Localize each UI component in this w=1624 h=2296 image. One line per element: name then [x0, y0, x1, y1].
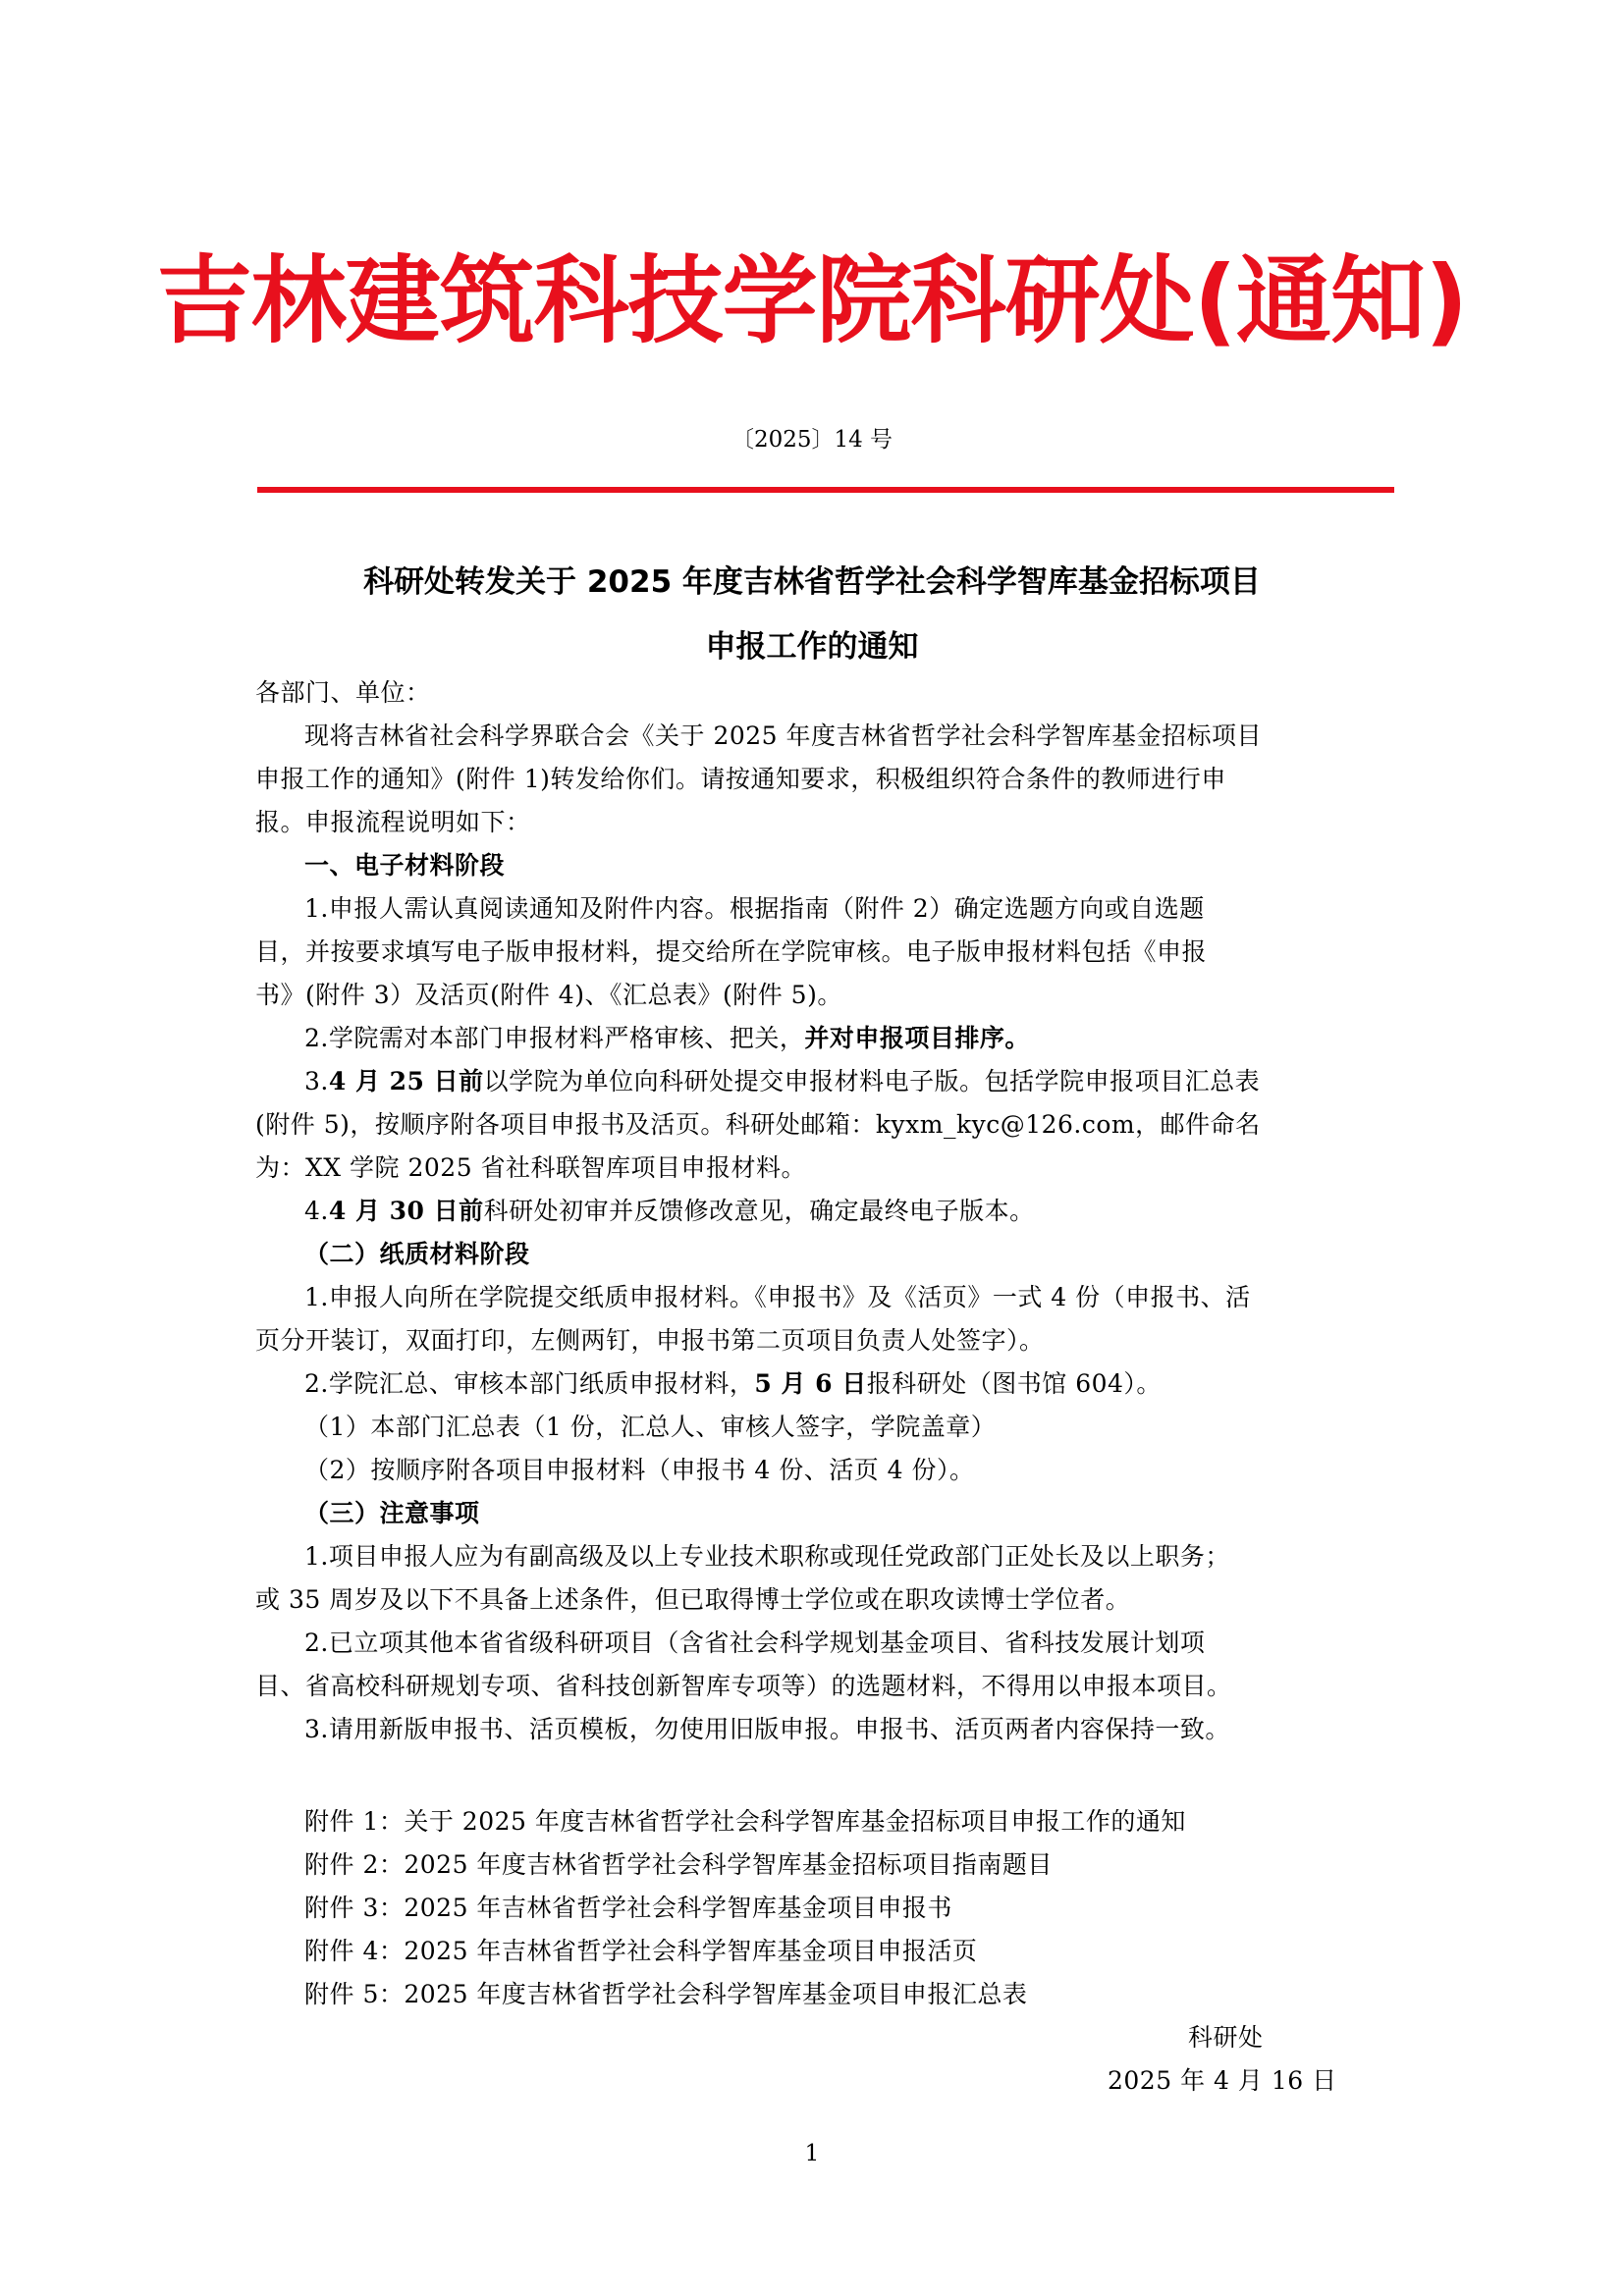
- attachment-item: 附件 1：关于 2025 年度吉林省哲学社会科学智库基金招标项目申报工作的通知: [304, 1807, 1186, 1836]
- section-heading-paper: （二）纸质材料阶段: [304, 1240, 530, 1268]
- paragraph-line: 1.申报人向所在学院提交纸质申报材料。《申报书》及《活页》一式 4 份（申报书、活: [304, 1283, 1251, 1311]
- attachment-item: 附件 2：2025 年度吉林省哲学社会科学智库基金招标项目指南题目: [304, 1850, 1053, 1879]
- deadline-date: 4 月 25 日前: [328, 1067, 484, 1095]
- paragraph-line: 3.请用新版申报书、活页模板，勿使用旧版申报。申报书、活页两者内容保持一致。: [304, 1715, 1230, 1743]
- paragraph-line: [304, 1190, 1035, 1233]
- paragraph-line: 目、省高校科研规划专项、省科技创新智库专项等）的选题材料，不得用以申报本项目。: [255, 1672, 1232, 1700]
- item-text: 2.学院汇总、审核本部门纸质申报材料，: [304, 1369, 755, 1398]
- paragraph-line: [304, 1017, 1030, 1060]
- intro-line: 申报工作的通知》(附件 1)转发给你们。请按通知要求，积极组织符合条件的教师进行申: [255, 765, 1226, 793]
- item-emphasis: 并对申报项目排序。: [804, 1024, 1030, 1052]
- paragraph-line: 2.已立项其他本省省级科研项目（含省社会科学规划基金项目、省科技发展计划项: [304, 1629, 1206, 1657]
- deadline-date: 4 月 30 日前: [328, 1197, 484, 1225]
- section-heading-notes: （三）注意事项: [304, 1499, 480, 1527]
- paragraph-line: 1.申报人需认真阅读通知及附件内容。根据指南（附件 2）确定选题方向或自选题: [304, 894, 1205, 923]
- item-text: 报科研处（图书馆 604）。: [866, 1369, 1162, 1398]
- paragraph-line: 1.项目申报人应为有副高级及以上专业技术职称或现任党政部门正处长及以上职务；: [304, 1542, 1230, 1571]
- section-heading-electronic: 一、电子材料阶段: [304, 851, 506, 880]
- paragraph-line: 为：XX 学院 2025 省社科联智库项目申报材料。: [255, 1153, 807, 1182]
- red-divider-line: [257, 487, 1394, 493]
- notice-title-line-2: 申报工作的通知: [705, 629, 919, 665]
- signature-office: 科研处: [1188, 2023, 1264, 2052]
- intro-line: 现将吉林省社会科学界联合会《关于 2025 年度吉林省哲学社会科学智库基金招标项目: [304, 721, 1263, 750]
- item-text: 科研处初审并反馈修改意见，确定最终电子版本。: [483, 1197, 1035, 1225]
- deadline-date: 5 月 6 日: [754, 1369, 867, 1398]
- item-number: 3.: [304, 1067, 329, 1095]
- paragraph-line: 或 35 周岁及以下不具备上述条件，但已取得博士学位或在职攻读博士学位者。: [255, 1585, 1131, 1614]
- notice-title-line-1: 科研处转发关于 2025 年度吉林省哲学社会科学智库基金招标项目: [363, 564, 1261, 600]
- item-text: 以学院为单位向科研处提交申报材料电子版。包括学院申报项目汇总表: [483, 1067, 1261, 1095]
- item-text: 2.学院需对本部门申报材料严格审核、把关，: [304, 1024, 805, 1052]
- attachment-item: 附件 4：2025 年吉林省哲学社会科学智库基金项目申报活页: [304, 1937, 978, 1965]
- page-number: 1: [804, 2141, 820, 2166]
- masthead-title: 吉林建筑科技学院科研处(通知): [156, 245, 1468, 356]
- paragraph-line: （2）按顺序附各项目申报材料（申报书 4 份、活页 4 份）。: [304, 1456, 975, 1484]
- item-number: 4.: [304, 1197, 329, 1225]
- attachment-item: 附件 3：2025 年吉林省哲学社会科学智库基金项目申报书: [304, 1894, 952, 1922]
- paragraph-line: 目，并按要求填写电子版申报材料，提交给所在学院审核。电子版申报材料包括《申报: [255, 937, 1208, 966]
- document-number: 〔2025〕14 号: [731, 427, 893, 453]
- intro-line: 报。申报流程说明如下：: [255, 808, 531, 836]
- paragraph-line: 页分开装订，双面打印，左侧两钉，申报书第二页项目负责人处签字）。: [255, 1326, 1045, 1355]
- paragraph-line: 书》(附件 3）及活页(附件 4)、《汇总表》(附件 5)。: [255, 981, 842, 1009]
- paragraph-line: (附件 5)，按顺序附各项目申报书及活页。科研处邮箱：kyxm_kyc@126.com，邮件命名: [255, 1110, 1261, 1139]
- paragraph-line: [304, 1060, 1260, 1103]
- paragraph-line: [304, 1362, 1162, 1406]
- signature-date: 2025 年 4 月 16 日: [1108, 2066, 1337, 2095]
- salutation: 各部门、单位：: [255, 678, 431, 707]
- paragraph-line: （1）本部门汇总表（1 份，汇总人、审核人签字，学院盖章）: [304, 1413, 997, 1441]
- attachment-item: 附件 5：2025 年度吉林省哲学社会科学智库基金项目申报汇总表: [304, 1980, 1028, 2008]
